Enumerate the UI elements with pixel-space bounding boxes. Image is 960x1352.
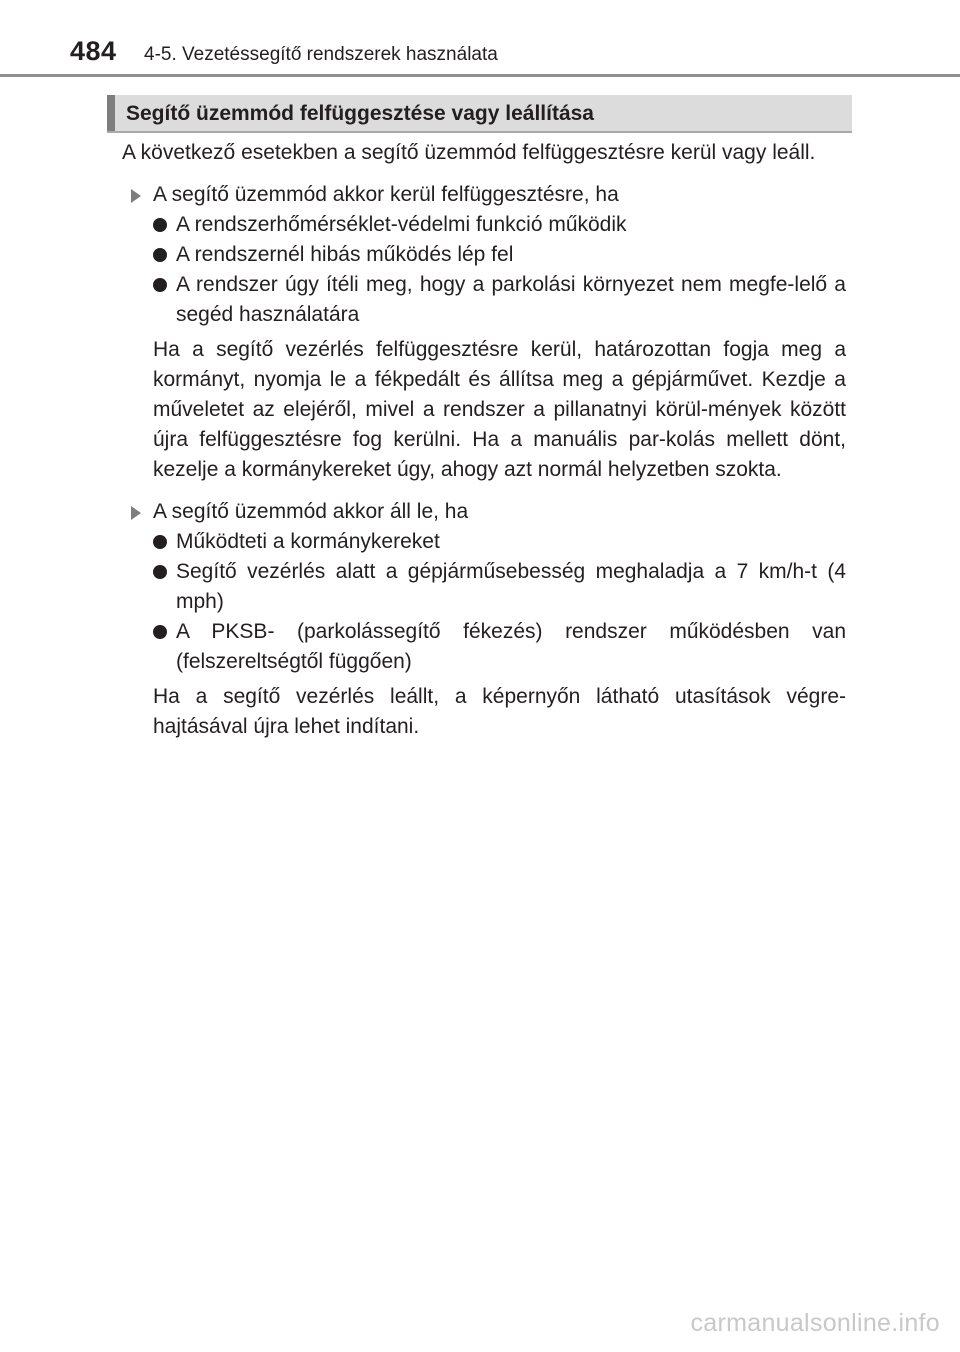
list-item-text: Működteti a kormánykereket [176, 530, 440, 553]
triangle-marker-icon [131, 506, 141, 520]
list-item-text: A rendszer úgy ítéli meg, hogy a parkolási környezet nem megfe-lelő a segéd használatára [176, 273, 846, 326]
list-item-text: A rendszerhőmérséklet-védelmi funkció működik [176, 213, 627, 236]
bullet-dot-icon [153, 535, 167, 549]
list-item [122, 270, 846, 330]
section-title: Segítő üzemmód felfüggesztése vagy leállítása [126, 102, 594, 125]
list-item [122, 210, 846, 240]
list-item [122, 527, 846, 557]
page-number: 484 [70, 36, 117, 66]
page-header [0, 0, 960, 80]
section-accent-stripe [107, 95, 115, 131]
triangle-marker-icon [131, 189, 141, 203]
stop-note: Ha a segítő vezérlés leállt, a képernyőn látható utasítások végre-hajtásával újra lehet indítani. [153, 685, 846, 738]
watermark: carmanualsonline.info [690, 1309, 940, 1337]
body-content [122, 138, 846, 742]
list-item-text: A PKSB- (parkolássegítő fékezés) rendszer működésben van (felszereltségtől függően) [176, 620, 846, 673]
bullet-dot-icon [153, 218, 167, 232]
list-item-text: Segítő vezérlés alatt a gépjárműsebesség meghaladja a 7 km/h-t (4 mph) [176, 560, 846, 613]
stop-heading-text: A segítő üzemmód akkor áll le, ha [153, 500, 469, 523]
bullet-dot-icon [153, 278, 167, 292]
chapter-title: 4-5. Vezetéssegítő rendszerek használata [144, 44, 498, 65]
bullet-dot-icon [153, 625, 167, 639]
bullet-dot-icon [153, 248, 167, 262]
stop-heading [122, 497, 846, 527]
list-item [122, 617, 846, 677]
bullet-dot-icon [153, 565, 167, 579]
list-item [122, 240, 846, 270]
section-heading-bar [107, 95, 852, 133]
header-divider [0, 74, 960, 77]
list-item-text: A rendszernél hibás működés lép fel [176, 243, 514, 266]
list-item [122, 557, 846, 617]
suspend-heading-text: A segítő üzemmód akkor kerül felfüggesztésre, ha [153, 183, 619, 206]
intro-paragraph: A következő esetekben a segítő üzemmód felfüggesztésre kerül vagy leáll. [122, 141, 816, 164]
suspend-note: Ha a segítő vezérlés felfüggesztésre kerül, határozottan fogja meg a kormányt, nyomja le a fékpedált és állítsa meg a gépjárművet. Kezdje a műveletet az elejéről, mivel a rendszer a pillanatnyi körül-mények között újra felfüggesztésre fog kerülni. Ha a manuális par-kolás mellett dönt, kezelje a kormánykereket úgy, ahogy azt normál helyzetben szokta. [153, 338, 846, 481]
suspend-heading [122, 180, 846, 210]
